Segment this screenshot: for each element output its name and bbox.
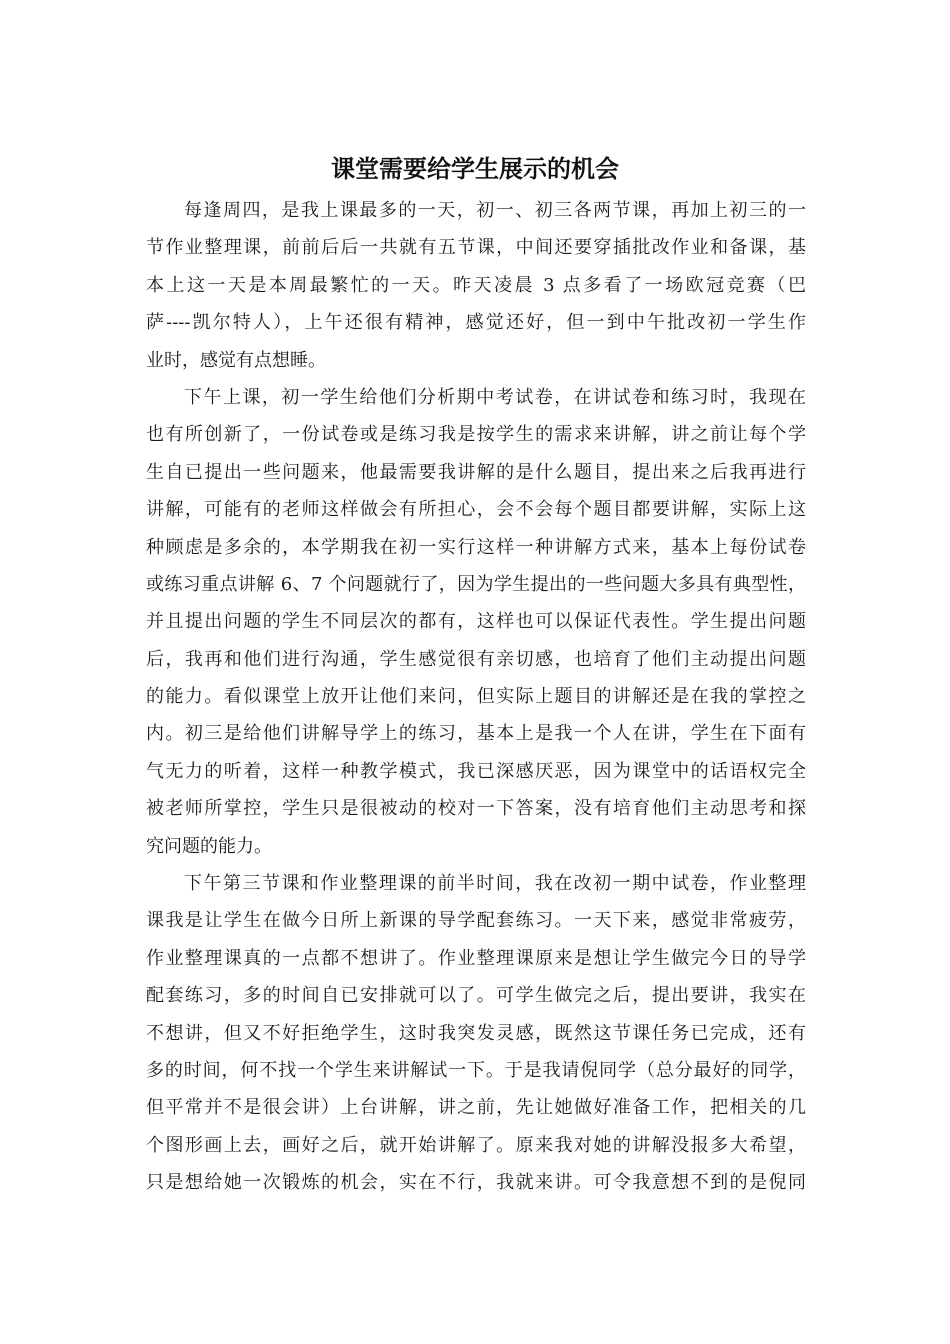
- text-line: 讲解，可能有的老师这样做会有所担心，会不会每个题目都要讲解，实际上这: [146, 499, 806, 521]
- text-line: 内。初三是给他们讲解导学上的练习，基本上是我一个人在讲，学生在下面有: [146, 723, 806, 745]
- text-line: 的能力。看似课堂上放开让他们来问，但实际上题目的讲解还是在我的掌控之: [146, 686, 806, 708]
- text-line: 不想讲，但又不好拒绝学生，这时我突发灵感，既然这节课任务已完成，还有: [146, 1022, 806, 1044]
- document-body: [146, 192, 806, 1202]
- text-line: 生自已提出一些问题来，他最需要我讲解的是什么题目，提出来之后我再进行: [146, 461, 806, 483]
- text-line: 下午上课，初一学生给他们分析期中考试卷，在讲试卷和练习时，我现在: [184, 386, 806, 408]
- document-title: 课堂需要给学生展示的机会: [331, 154, 619, 183]
- text-line: 气无力的听着，这样一种教学模式，我已深感厌恶，因为课堂中的话语权完全: [146, 760, 806, 782]
- text-line: 究问题的能力。: [146, 835, 272, 857]
- text-line: 只是想给她一次锻炼的机会，实在不行，我就来讲。可令我意想不到的是倪同: [146, 1172, 806, 1194]
- text-line: 下午第三节课和作业整理课的前半时间，我在改初一期中试卷，作业整理: [184, 873, 806, 895]
- text-line: 多的时间，何不找一个学生来讲解试一下。于是我请倪同学（总分最好的同学，: [146, 1059, 806, 1081]
- text-line: 或练习重点讲解 6、7 个问题就行了，因为学生提出的一些问题大多具有典型性，: [146, 573, 806, 595]
- text-line: 节作业整理课，前前后后一共就有五节课，中间还要穿插批改作业和备课，基: [146, 237, 806, 259]
- text-line: 并且提出问题的学生不同层次的都有，这样也可以保证代表性。学生提出问题: [146, 611, 806, 633]
- text-line: 每逢周四，是我上课最多的一天，初一、初三各两节课，再加上初三的一: [184, 200, 806, 221]
- paragraph-3: [146, 865, 806, 1202]
- paragraph-2: [146, 379, 806, 865]
- text-line: 个图形画上去，画好之后，就开始讲解了。原来我对她的讲解没报多大希望，: [146, 1134, 806, 1156]
- text-line: 作业整理课真的一点都不想讲了。作业整理课原来是想让学生做完今日的导学: [146, 947, 806, 969]
- text-line: 也有所创新了，一份试卷或是练习我是按学生的需求来讲解，讲之前让每个学: [146, 424, 806, 446]
- text-line: 萨----凯尔特人），上午还很有精神，感觉还好，但一到中午批改初一学生作: [146, 312, 806, 334]
- text-line: 被老师所掌控，学生只是很被动的校对一下答案，没有培育他们主动思考和探: [146, 798, 806, 820]
- text-line: 配套练习，多的时间自已安排就可以了。可学生做完之后，提出要讲，我实在: [146, 985, 806, 1007]
- text-line: 后，我再和他们进行沟通，学生感觉很有亲切感，也培育了他们主动提出问题: [146, 648, 806, 670]
- text-line: 本上这一天是本周最繁忙的一天。昨天凌晨 3 点多看了一场欧冠竞赛（巴: [146, 274, 806, 296]
- paragraph-1: [146, 192, 806, 379]
- text-line: 课我是让学生在做今日所上新课的导学配套练习。一天下来，感觉非常疲劳，: [146, 910, 806, 932]
- text-line: 种顾虑是多余的，本学期我在初一实行这样一种讲解方式来，基本上每份试卷: [146, 536, 806, 558]
- text-line: 但平常并不是很会讲）上台讲解，讲之前，先让她做好准备工作，把相关的几: [146, 1097, 806, 1119]
- text-line: 业时，感觉有点想睡。: [146, 349, 326, 371]
